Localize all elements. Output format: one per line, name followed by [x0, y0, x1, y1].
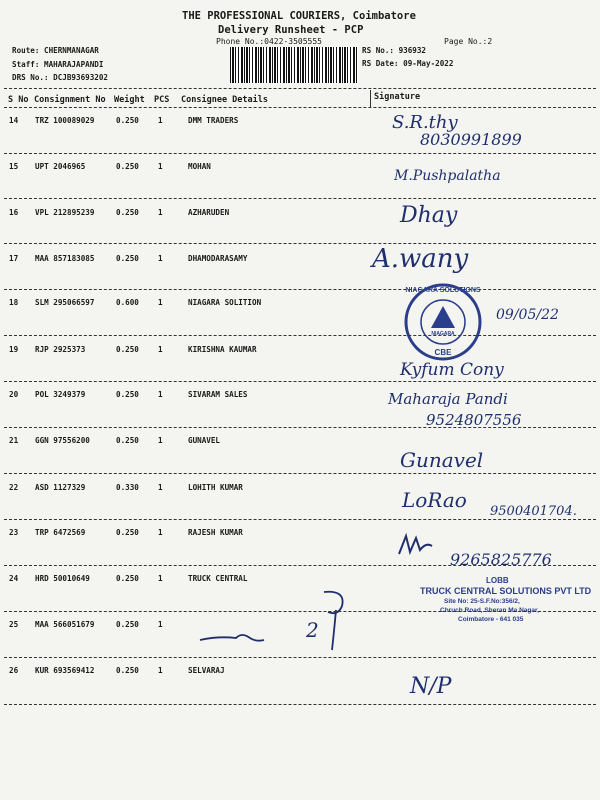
signature-scribble: [396, 532, 436, 560]
col-consignee: Consignee Details: [181, 95, 268, 105]
row-pcs: 1: [158, 298, 163, 307]
signature-handwriting: N/P: [410, 674, 452, 699]
col-consignment: Consignment No: [34, 95, 106, 105]
divider: [4, 289, 596, 290]
row-sno: 19: [9, 345, 19, 354]
company-name: THE PROFESSIONAL COURIERS, Coimbatore: [182, 10, 416, 22]
col-signature: Signature: [374, 92, 421, 102]
phone-handwriting: 9265825776: [450, 550, 552, 569]
row-consignee: SELVARAJ: [188, 666, 225, 675]
row-consignee: SIVARAM SALES: [188, 390, 248, 399]
divider: [4, 519, 596, 520]
phone-handwriting: 9524807556: [426, 411, 522, 429]
row-sno: 14: [9, 116, 19, 125]
row-pcs: 1: [158, 162, 163, 171]
row-consignment: ASD 1127329: [35, 483, 86, 492]
stamp-address-line: Chruch Road, Sheran Ma Nagar,: [440, 607, 539, 614]
row-pcs: 1: [158, 574, 163, 583]
stamp-inner-label: NIAGARA: [431, 331, 455, 337]
row-consignee: DHAMODARASAMY: [188, 254, 248, 263]
signature-handwriting: Maharaja Pandi: [388, 390, 508, 408]
divider: [4, 565, 596, 566]
row-pcs: 1: [158, 345, 163, 354]
divider: [4, 704, 596, 705]
row-weight: 0.250: [116, 345, 139, 354]
row-weight: 0.250: [116, 254, 139, 263]
phone-handwriting: 8030991899: [420, 130, 522, 149]
date-handwriting: 09/05/22: [496, 307, 559, 323]
signature-scribble: [320, 588, 350, 652]
row-weight: 0.250: [116, 666, 139, 675]
row-weight: 0.250: [116, 116, 139, 125]
divider: [4, 427, 596, 428]
row-pcs: 1: [158, 528, 163, 537]
rs-date: RS Date: 09-May-2022: [362, 59, 454, 68]
row-weight: 0.250: [116, 574, 139, 583]
row-pcs: 1: [158, 390, 163, 399]
row-pcs: 1: [158, 116, 163, 125]
row-sno: 26: [9, 666, 19, 675]
row-pcs: 1: [158, 436, 163, 445]
row-consignment: TRP 6472569: [35, 528, 86, 537]
row-pcs: 1: [158, 254, 163, 263]
signature-handwriting: M.Pushpalatha: [394, 168, 501, 184]
col-pcs: PCS: [154, 95, 170, 105]
row-weight: 0.330: [116, 483, 139, 492]
divider: [4, 335, 596, 336]
row-weight: 0.250: [116, 620, 139, 629]
signature-handwriting: A.wany: [372, 244, 469, 274]
row-consignment: GGN 97556200: [35, 436, 90, 445]
row-consignment: RJP 2925373: [35, 345, 86, 354]
barcode-image: [230, 47, 358, 83]
row-consignee: KIRISHNA KAUMAR: [188, 345, 257, 354]
row-sno: 20: [9, 390, 19, 399]
phone-handwriting: 9500401704.: [490, 504, 577, 519]
divider: [4, 153, 596, 154]
divider: [4, 611, 596, 612]
row-consignment: POL 3249379: [35, 390, 86, 399]
rs-number: RS No.: 936932: [362, 46, 427, 55]
signature-scribble: [198, 628, 268, 648]
row-sno: 21: [9, 436, 19, 445]
divider: [4, 243, 596, 244]
row-consignee: LOHITH KUMAR: [188, 483, 243, 492]
row-weight: 0.250: [116, 390, 139, 399]
divider: [4, 88, 596, 89]
row-consignment: UPT 2046965: [35, 162, 86, 171]
row-sno: 18: [9, 298, 19, 307]
row-consignment: KUR 693569412: [35, 666, 95, 675]
row-consignee: AZHARUDEN: [188, 208, 230, 217]
col-sno: S No: [8, 95, 29, 105]
row-weight: 0.250: [116, 208, 139, 217]
row-consignee: DMM TRADERS: [188, 116, 239, 125]
row-sno: 23: [9, 528, 19, 537]
row-consignee: NIAGARA SOLITION: [188, 298, 262, 307]
row-pcs: 1: [158, 620, 163, 629]
signature-handwriting: Kyfum Cony: [400, 360, 504, 380]
row-sno: 16: [9, 208, 19, 217]
drs-number: DRS No.: DCJB93693202: [12, 73, 109, 82]
signature-handwriting: S.R.thy: [392, 112, 458, 133]
sheet-title: Delivery Runsheet - PCP: [218, 24, 364, 36]
route-label: Route: CHERNMANAGAR: [12, 46, 99, 55]
signature-handwriting: 2: [306, 618, 319, 642]
row-consignment: VPL 212895239: [35, 208, 95, 217]
stamp-bottom-label: CBE: [434, 348, 452, 357]
stamp-ring-label: NIAGARA SOLUTIONS: [405, 287, 481, 294]
signature-handwriting: LoRao: [402, 488, 467, 512]
stamp-label: LOBB: [486, 576, 509, 585]
stamp-address-line: Site No: 25-S.F.No:356/2,: [444, 598, 520, 605]
divider: [4, 657, 596, 658]
row-weight: 0.250: [116, 436, 139, 445]
row-weight: 0.600: [116, 298, 139, 307]
row-consignment: HRD 50010649: [35, 574, 90, 583]
row-pcs: 1: [158, 666, 163, 675]
divider: [4, 473, 596, 474]
row-pcs: 1: [158, 208, 163, 217]
row-weight: 0.250: [116, 528, 139, 537]
signature-handwriting: Gunavel: [400, 448, 484, 472]
row-pcs: 1: [158, 483, 163, 492]
divider: [4, 381, 596, 382]
column-separator: [370, 90, 371, 107]
row-weight: 0.250: [116, 162, 139, 171]
row-sno: 22: [9, 483, 19, 492]
row-consignee: RAJESH KUMAR: [188, 528, 243, 537]
stamp-company-name: TRUCK CENTRAL SOLUTIONS PVT LTD: [420, 586, 592, 596]
row-consignee: GUNAVEL: [188, 436, 221, 445]
row-consignee: MOHAN: [188, 162, 211, 171]
row-sno: 15: [9, 162, 19, 171]
row-consignment: MAA 566051679: [35, 620, 95, 629]
staff-label: Staff: MAHARAJAPANDI: [12, 60, 104, 69]
col-weight: Weight: [114, 95, 145, 105]
row-consignment: SLM 295066597: [35, 298, 95, 307]
phone-number: Phone No.:0422-3505555: [216, 37, 322, 46]
divider: [4, 107, 596, 108]
row-sno: 25: [9, 620, 19, 629]
row-consignee: TRUCK CENTRAL: [188, 574, 248, 583]
row-consignment: MAA 857183085: [35, 254, 95, 263]
divider: [4, 198, 596, 199]
page-number: Page No.:2: [444, 37, 493, 46]
row-consignment: TRZ 100089029: [35, 116, 95, 125]
company-seal: [398, 282, 488, 362]
signature-handwriting: Dhay: [400, 203, 458, 228]
stamp-address-line: Coimbatore - 641 035: [458, 616, 524, 623]
row-sno: 24: [9, 574, 19, 583]
row-sno: 17: [9, 254, 19, 263]
